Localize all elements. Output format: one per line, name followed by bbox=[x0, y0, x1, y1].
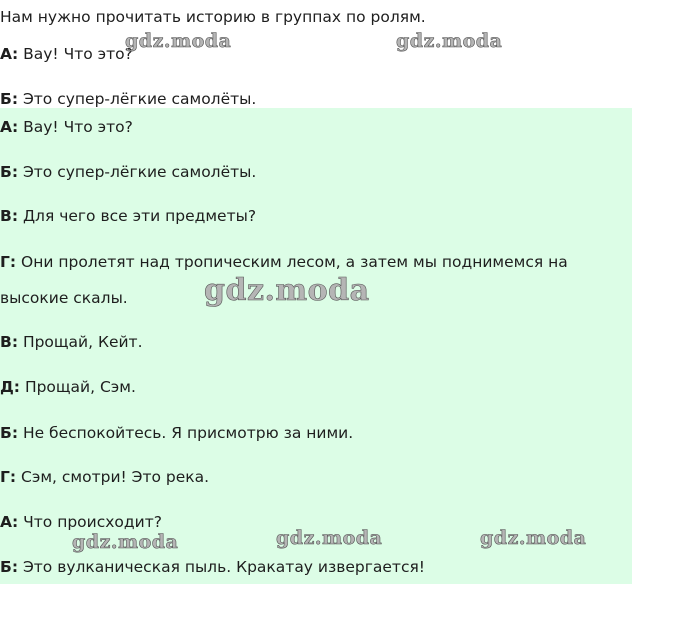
line-text: Это вулканическая пыль. Кракатау извергается! bbox=[18, 558, 426, 576]
intro-text: Нам нужно прочитать историю в группах по ролям. bbox=[0, 8, 426, 26]
watermark-logo: gdz.moda bbox=[72, 531, 179, 553]
watermark-logo: gdz.moda bbox=[204, 273, 370, 308]
watermark-logo: gdz.moda bbox=[396, 30, 503, 52]
dialogue-line bbox=[0, 467, 209, 487]
speaker-label: Б: bbox=[0, 163, 19, 181]
dialogue-line bbox=[0, 332, 143, 352]
watermark-logo: gdz.moda bbox=[480, 527, 587, 549]
speaker-label: А: bbox=[0, 118, 19, 136]
watermark-logo: gdz.moda bbox=[276, 527, 383, 549]
speaker-label: А: bbox=[0, 513, 19, 531]
dialogue-line bbox=[0, 206, 256, 226]
dialogue-line bbox=[0, 512, 162, 532]
speaker-label: Б: bbox=[0, 90, 19, 108]
line-text: Это супер-лёгкие самолёты. bbox=[18, 163, 257, 181]
line-text: Что происходит? bbox=[18, 513, 162, 531]
dialogue-line bbox=[0, 162, 256, 182]
watermark-logo: gdz.moda bbox=[125, 30, 232, 52]
line-text: Вау! Что это? bbox=[18, 45, 133, 63]
preview-line-2 bbox=[0, 89, 256, 109]
speaker-label: А: bbox=[0, 45, 19, 63]
dialogue-line-continuation: высокие скалы. bbox=[0, 289, 128, 307]
dialogue-line bbox=[0, 117, 133, 137]
speaker-label: В: bbox=[0, 207, 19, 225]
speaker-label: Г: bbox=[0, 468, 17, 486]
line-text: Это супер-лёгкие самолёты. bbox=[18, 90, 257, 108]
line-text: Они пролетят над тропическим лесом, а затем мы поднимемся на bbox=[16, 253, 568, 271]
line-text: Прощай, Кейт. bbox=[18, 333, 143, 351]
speaker-label: Б: bbox=[0, 424, 19, 442]
speaker-label: Б: bbox=[0, 558, 19, 576]
dialogue-line bbox=[0, 557, 425, 577]
line-text: Вау! Что это? bbox=[18, 118, 133, 136]
speaker-label: Г: bbox=[0, 253, 17, 271]
dialogue-line bbox=[0, 252, 568, 272]
preview-line-1 bbox=[0, 44, 133, 64]
line-text: Для чего все эти предметы? bbox=[18, 207, 257, 225]
speaker-label: Д: bbox=[0, 378, 21, 396]
dialogue-line bbox=[0, 377, 136, 397]
dialogue-line bbox=[0, 423, 353, 443]
speaker-label: В: bbox=[0, 333, 19, 351]
line-text: Прощай, Сэм. bbox=[20, 378, 136, 396]
line-text: Сэм, смотри! Это река. bbox=[16, 468, 210, 486]
line-text: Не беспокойтесь. Я присмотрю за ними. bbox=[18, 424, 354, 442]
